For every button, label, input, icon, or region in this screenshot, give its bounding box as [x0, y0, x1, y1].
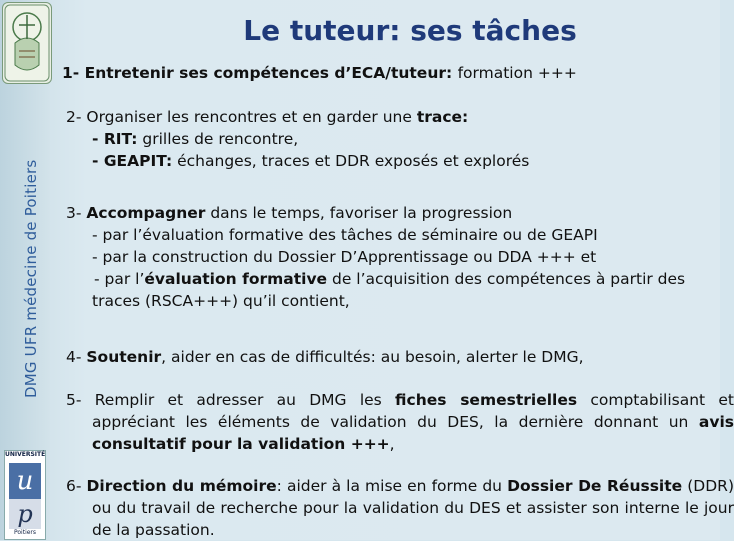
task-2-sub1-text: grilles de rencontre,: [137, 130, 299, 148]
task-2-sub1-bold: - RIT:: [92, 130, 138, 148]
task-3-line-3-post: de l’acquisition des compétences à partir des: [327, 270, 686, 288]
task-3-line-2: - par la construction du Dossier D’Apprentissage ou DDA +++ et: [92, 248, 597, 266]
university-logo-letter-p: p: [9, 499, 41, 529]
task-1-label: 1- Entretenir ses compétences d’ECA/tuteur:: [62, 64, 458, 82]
task-4-bold: Soutenir: [86, 348, 162, 366]
faculty-crest-logo: [2, 2, 52, 84]
task-3-bold: Accompagner: [86, 204, 206, 222]
task-5-pre: 5- Remplir et adresser au DMG les: [66, 391, 396, 409]
task-item-4: [66, 346, 584, 368]
university-logo-top: UNIVERSITÉ: [5, 451, 46, 458]
task-4-text: , aider en cas de difficultés: au besoin, alerter le DMG,: [161, 348, 584, 366]
task-2-sub2-text: échanges, traces et DDR exposés et explorés: [172, 152, 530, 170]
crest-icon: [3, 3, 51, 83]
task-3-num: 3-: [66, 204, 87, 222]
task-3-line-1: - par l’évaluation formative des tâches de séminaire ou de GEAPI: [92, 226, 598, 244]
university-logo: [4, 450, 46, 540]
task-5-bold-1: fiches semestrielles: [395, 391, 578, 409]
task-6-bold-1: Direction du mémoire: [86, 477, 277, 495]
task-2-sub2-bold: - GEAPIT:: [92, 152, 173, 170]
task-2-text: 2- Organiser les rencontres et en garder une: [66, 108, 417, 126]
task-6-mid: : aider à la mise en forme du: [276, 477, 508, 495]
task-5-mid: comptabilisant et appréciant les éléments de validation du DES, la dernière donnant un: [92, 391, 734, 431]
sidebar-vertical-label: DMG UFR médecine de Poitiers: [22, 159, 40, 398]
task-6-bold-2: Dossier De Réussite: [507, 477, 683, 495]
university-logo-bottom: Poitiers: [13, 529, 37, 536]
task-item-1: [62, 62, 577, 84]
task-4-num: 4-: [66, 348, 87, 366]
university-logo-letter-u: u: [9, 463, 41, 499]
task-item-2: [66, 106, 529, 172]
task-5-post: ,: [389, 435, 395, 453]
task-3-text: dans le temps, favoriser la progression: [205, 204, 513, 222]
task-item-6: [66, 475, 734, 541]
task-item-3: [66, 202, 685, 312]
task-6-num: 6-: [66, 477, 87, 495]
task-6-post: (DDR) ou du travail de recherche pour la validation du DES et assister son interne le jour de la passation.: [92, 477, 734, 539]
task-item-5: [66, 389, 734, 455]
task-5-bold-2: avis consultatif pour la validation +++: [92, 413, 734, 453]
task-3-line-3-pre: - par l’: [94, 270, 145, 288]
task-3-line-4: traces (RSCA+++) qu’il contient,: [92, 292, 350, 310]
slide-title: Le tuteur: ses tâches: [243, 14, 577, 47]
task-2-bold: trace:: [416, 108, 469, 126]
task-3-line-3-bold: évaluation formative: [144, 270, 328, 288]
task-1-detail: formation +++: [457, 64, 577, 82]
